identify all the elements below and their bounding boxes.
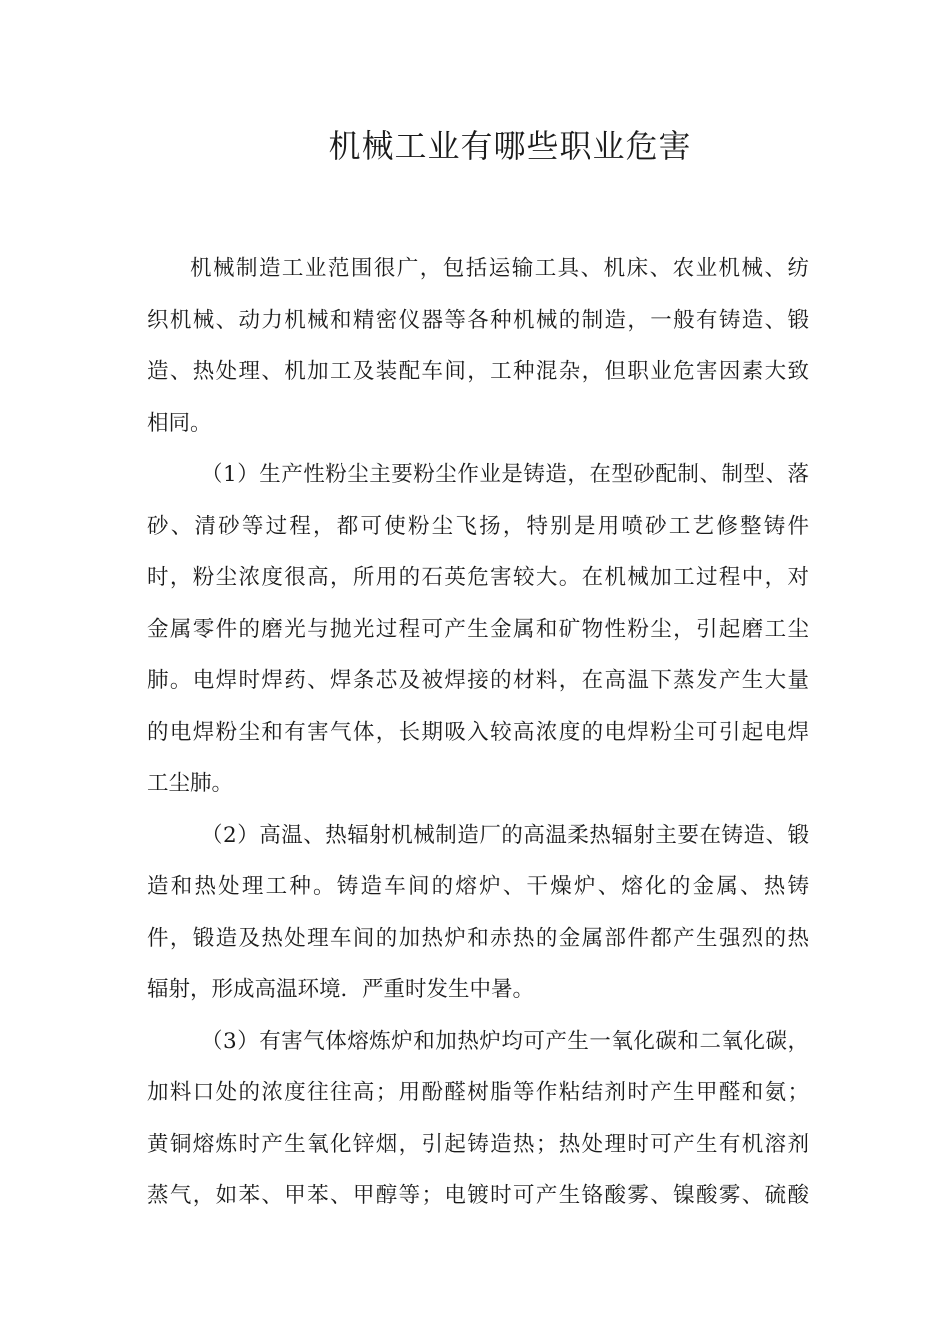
text-line: 辐射，形成高温环境．严重时发生中暑。 — [147, 977, 535, 1002]
text-line: 工尘肺。 — [147, 771, 234, 796]
paragraph-heat — [147, 810, 809, 1016]
text-line: 机械制造工业范围很广，包括运输工具、机床、农业机械、纺 — [190, 256, 809, 281]
paragraph-gas — [147, 1016, 809, 1222]
text-line: 相同。 — [147, 410, 212, 436]
text-line: 砂、清砂等过程，都可使粉尘飞扬，特别是用喷砂工艺修整铸件 — [147, 513, 809, 539]
text-line: 造和热处理工种。铸造车间的熔炉、干燥炉、熔化的金属、热铸 — [147, 874, 809, 899]
text-line: 金属零件的磨光与抛光过程可产生金属和矿物性粉尘，引起磨工尘 — [147, 616, 809, 642]
text-line: 时，粉尘浓度很高，所用的石英危害较大。在机械加工过程中，对 — [147, 565, 809, 590]
text-line: 造、热处理、机加工及装配车间，工种混杂，但职业危害因素大致 — [147, 359, 809, 384]
text-line: 织机械、动力机械和精密仪器等各种机械的制造，一般有铸造、锻 — [147, 307, 809, 333]
paragraph-dust — [147, 449, 809, 810]
text-line: 蒸气，如苯、甲苯、甲醇等；电镀时可产生铬酸雾、镍酸雾、硫酸 — [147, 1183, 809, 1208]
document-title: 机械工业有哪些职业危害 — [328, 127, 692, 165]
text-line: 加料口处的浓度往往高；用酚醛树脂等作粘结剂时产生甲醛和氨； — [147, 1080, 809, 1105]
text-line: 黄铜熔炼时产生氧化锌烟，引起铸造热；热处理时可产生有机溶剂 — [147, 1131, 809, 1157]
text-line: （3）有害气体熔炼炉和加热炉均可产生一氧化碳和二氧化碳， — [201, 1028, 809, 1054]
text-line: （1）生产性粉尘主要粉尘作业是铸造，在型砂配制、制型、落 — [201, 462, 809, 487]
text-line: 件，锻造及热处理车间的加热炉和赤热的金属部件都产生强烈的热 — [147, 925, 809, 951]
text-line: 肺。电焊时焊药、焊条芯及被焊接的材料，在高温下蒸发产生大量 — [147, 668, 809, 693]
paragraph-intro — [147, 243, 809, 449]
text-line: 的电焊粉尘和有害气体，长期吸入较高浓度的电焊粉尘可引起电焊 — [147, 719, 809, 745]
document-body — [147, 243, 809, 1222]
text-line: （2）高温、热辐射机械制造厂的高温柔热辐射主要在铸造、锻 — [201, 822, 809, 848]
